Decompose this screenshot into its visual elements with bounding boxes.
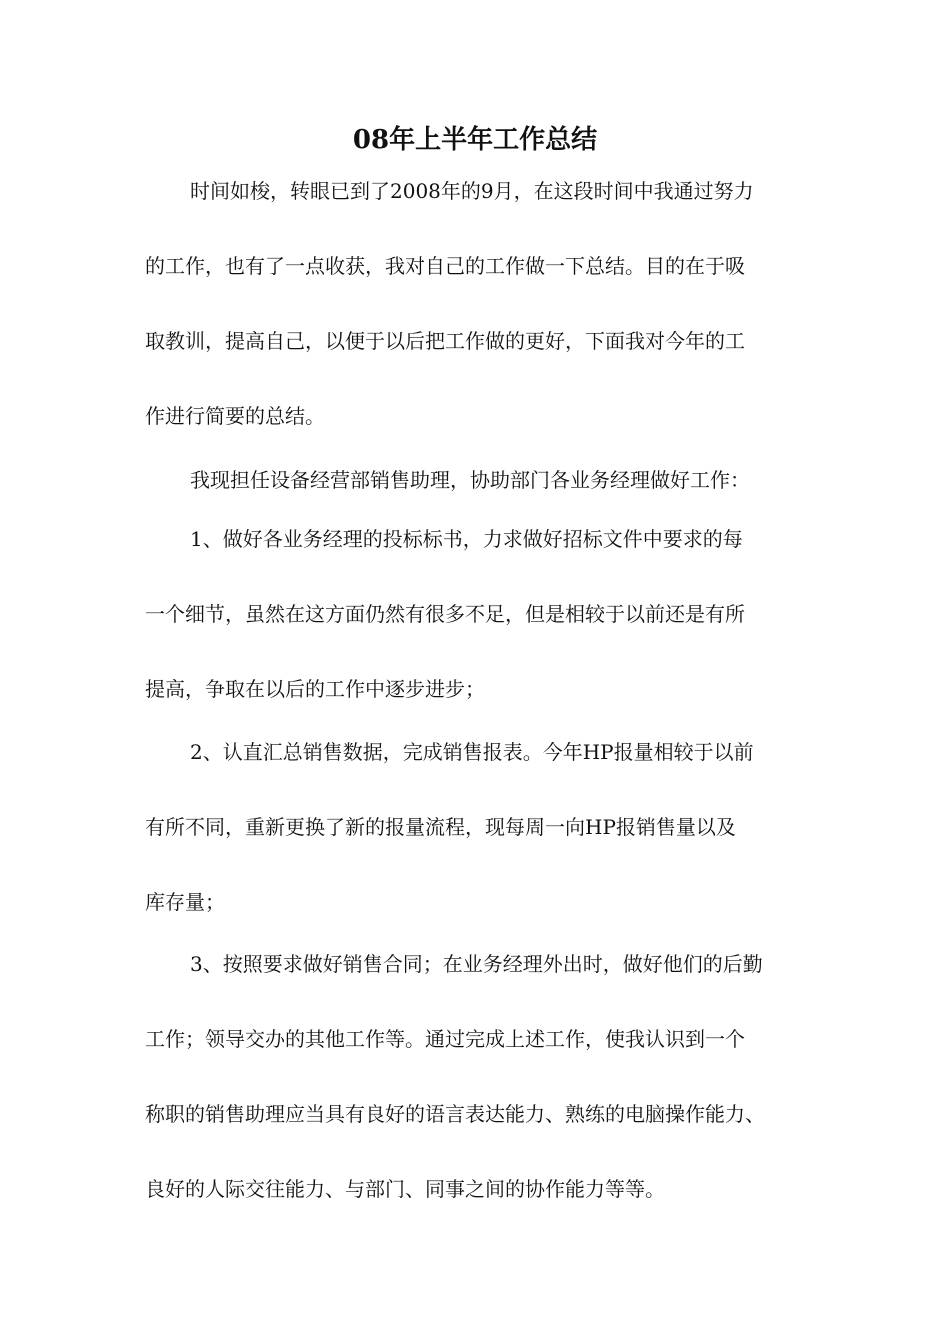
text-line: 库存量；: [145, 890, 225, 914]
paragraph-item-2: [145, 715, 825, 940]
text-line: 有所不同，重新更换了新的报量流程，现每周一向HP报销售量以及: [145, 815, 736, 839]
text-line: 3、按照要求做好销售合同；在业务经理外出时，做好他们的后勤: [190, 952, 763, 976]
text-line: 一个细节，虽然在这方面仍然有很多不足，但是相较于以前还是有所: [145, 602, 745, 626]
paragraph-intro: [145, 154, 825, 454]
text-line: 工作；领导交办的其他工作等。通过完成上述工作，使我认识到一个: [145, 1027, 745, 1051]
text-line: 作进行简要的总结。: [145, 404, 325, 428]
text-line: 2、认直汇总销售数据，完成销售报表。今年HP报量相较于以前: [190, 740, 754, 764]
text-line: 1、做好各业务经理的投标标书，力求做好招标文件中要求的每: [190, 527, 743, 551]
document-title: 08年上半年工作总结: [352, 125, 598, 155]
text-line: 的工作，也有了一点收获，我对自己的工作做一下总结。目的在于吸: [145, 254, 745, 278]
text-line: 称职的销售助理应当具有良好的语言表达能力、熟练的电脑操作能力、: [145, 1102, 765, 1126]
text-line: 时间如梭，转眼已到了2008年的9月，在这段时间中我通过努力: [190, 179, 754, 203]
paragraph-item-3: [145, 927, 825, 1227]
text-line: 取教训，提高自己，以便于以后把工作做的更好，下面我对今年的工: [145, 329, 745, 353]
text-line: 良好的人际交往能力、与部门、同事之间的协作能力等等。: [145, 1177, 665, 1201]
text-line: 我现担任设备经营部销售助理，协助部门各业务经理做好工作：: [190, 468, 750, 492]
paragraph-item-1: [145, 502, 825, 727]
text-line: 提高，争取在以后的工作中逐步进步；: [145, 677, 485, 701]
